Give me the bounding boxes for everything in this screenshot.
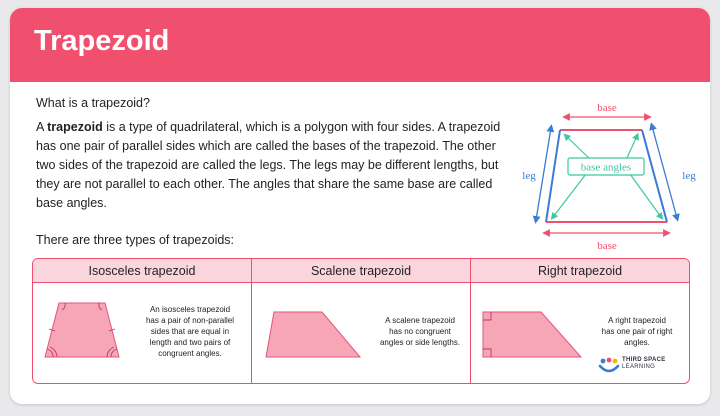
type-heading: Scalene trapezoid (252, 259, 470, 283)
type-description: An isosceles trapezoid has a pair of non-parallel sides that are equal in length and two pairs of congruent angles. (145, 305, 235, 358)
logo-text: THIRD SPACE LEARNING (622, 357, 666, 370)
right-leg-arrow (652, 126, 677, 218)
trapezoid-diagram (506, 90, 710, 258)
scalene-trapezoid-shape (264, 309, 364, 361)
right-trapezoid-shape (481, 309, 585, 361)
angle-arrow-bottom-left (553, 174, 586, 217)
angle-arrow-top-left (566, 136, 591, 160)
definition-term: trapezoid (47, 120, 103, 134)
type-description: A right trapezoid has one pair of right angles. (601, 316, 673, 347)
isosceles-trapezoid-shape (41, 299, 123, 361)
type-isosceles (33, 259, 251, 383)
third-space-learning-logo (598, 354, 688, 378)
base-angles-label: base angles (580, 161, 632, 174)
definition-paragraph (36, 118, 506, 213)
card (10, 8, 710, 404)
definition-text: is a type of quadrilateral, which is a polygon with four sides. A trapezoid has one pair of parallel sides which are called the bases of the trapezoid. The other two sides of the trapezoid are called the legs. The legs may be different lengths, but they are not parallel to each other. The angles that share the same base are called base angles. (36, 120, 501, 210)
angle-arrow-top-right (626, 136, 637, 160)
type-heading: Right trapezoid (471, 259, 689, 283)
header-banner (10, 8, 710, 82)
definition-lead: A (36, 120, 44, 134)
logo-icon (598, 356, 620, 376)
types-table (32, 258, 690, 384)
top-base-label: base (597, 102, 617, 114)
type-description: A scalene trapezoid has no congruent angles or side lengths. (379, 316, 461, 347)
intro-question: What is a trapezoid? (36, 96, 150, 110)
left-leg-label: leg (522, 170, 536, 182)
type-scalene (251, 259, 470, 383)
bottom-base-label: base (597, 240, 617, 252)
page-title: Trapezoid (34, 25, 170, 57)
types-intro: There are three types of trapezoids: (36, 233, 235, 247)
right-leg-label: leg (682, 170, 696, 182)
type-heading: Isosceles trapezoid (33, 259, 251, 283)
